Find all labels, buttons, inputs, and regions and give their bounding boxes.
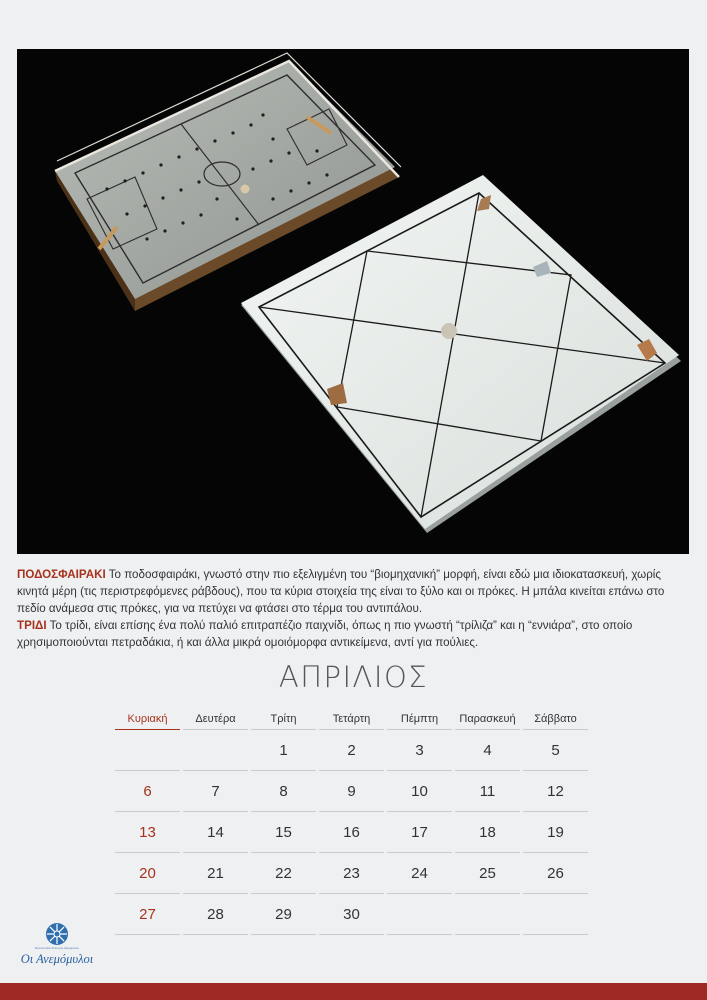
weekday-tuesday: Τρίτη: [251, 708, 316, 730]
calendar-week: [115, 771, 591, 812]
date-cell: 7: [183, 771, 248, 812]
date-cell: 24: [387, 853, 452, 894]
date-cell: 12: [523, 771, 588, 812]
date-cell: 26: [523, 853, 588, 894]
logo-tagline: Πολιτιστικός Σύλλογος Ανεμόμυλου: [34, 947, 80, 950]
date-cell: 10: [387, 771, 452, 812]
date-cell: 9: [319, 771, 384, 812]
weekday-header: [115, 708, 591, 730]
date-cell: 17: [387, 812, 452, 853]
date-cell: 23: [319, 853, 384, 894]
date-cell: [455, 894, 520, 935]
caption-tridi-text: Το τρίδι, είναι επίσης ένα πολύ παλιό επιτραπέζιο παιχνίδι, όπως η πιο γνωστή “τρίλιζα” και η “εννιάρα”, στο οποίο χρησιμοποιούνται πετραδάκια, ή και άλλα μικρά ομοιόμορφα αντικείμενα, αντί για πούλιες.: [17, 619, 633, 649]
date-cell: 27: [115, 894, 180, 935]
date-cell: 19: [523, 812, 588, 853]
windmill-sun-icon: [45, 922, 69, 946]
board-games-photo: [17, 49, 689, 554]
caption-football-title: ΠΟΔΟΣΦΑΙΡΑΚΙ: [17, 568, 106, 581]
logo-name: Οι Ανεμόμυλοι: [20, 952, 94, 966]
month-title: ΑΠΡΙΛΙΟΣ: [278, 660, 429, 694]
date-cell: 18: [455, 812, 520, 853]
date-cell: 6: [115, 771, 180, 812]
date-cell: [523, 894, 588, 935]
calendar-week: [115, 853, 591, 894]
date-cell: [387, 894, 452, 935]
date-cell: 16: [319, 812, 384, 853]
calendar-week: [115, 730, 591, 771]
date-cell: 20: [115, 853, 180, 894]
date-cell: 30: [319, 894, 384, 935]
date-cell: 2: [319, 730, 384, 771]
caption-football-text: Το ποδοσφαιράκι, γνωστό στην πιο εξελιγμένη του “βιομηχανική” μορφή, είναι εδώ μια ιδιοκατασκευή, χωρίς κινητά μέρη (τις περιστρεφόμενες ράβδους), που τα κύρια στοιχεία της είναι το ξύλο και οι πρόκες. Η μπάλα κινείται επάνω στο πεδίο ανάμεσα στις πρόκες, για να πετύχει να φτάσει στο τέρμα του αντιπάλου.: [17, 568, 665, 615]
date-cell: 21: [183, 853, 248, 894]
tridi-board: [241, 175, 681, 533]
date-cell: 25: [455, 853, 520, 894]
date-cell: [115, 730, 180, 771]
date-cell: 13: [115, 812, 180, 853]
date-cell: [183, 730, 248, 771]
bottom-bar: [0, 983, 707, 1000]
weekday-wednesday: Τετάρτη: [319, 708, 384, 730]
caption-tridi: [17, 617, 695, 651]
date-cell: 15: [251, 812, 316, 853]
date-cell: 8: [251, 771, 316, 812]
weekday-saturday: Σάββατο: [523, 708, 588, 730]
date-cell: 1: [251, 730, 316, 771]
caption-tridi-title: ΤΡΙΔΙ: [17, 619, 47, 632]
calendar-week: [115, 894, 591, 935]
weekday-monday: Δευτέρα: [183, 708, 248, 730]
date-cell: 4: [455, 730, 520, 771]
association-logo: [18, 922, 96, 967]
date-cell: 5: [523, 730, 588, 771]
caption: [17, 566, 695, 651]
date-cell: 11: [455, 771, 520, 812]
date-cell: 14: [183, 812, 248, 853]
date-cell: 28: [183, 894, 248, 935]
caption-football: [17, 566, 695, 617]
date-cell: 29: [251, 894, 316, 935]
calendar-grid: [115, 708, 591, 935]
weekday-sunday: Κυριακή: [115, 708, 180, 730]
date-cell: 3: [387, 730, 452, 771]
calendar-week: [115, 812, 591, 853]
date-cell: 22: [251, 853, 316, 894]
weekday-friday: Παρασκευή: [455, 708, 520, 730]
weekday-thursday: Πέμπτη: [387, 708, 452, 730]
